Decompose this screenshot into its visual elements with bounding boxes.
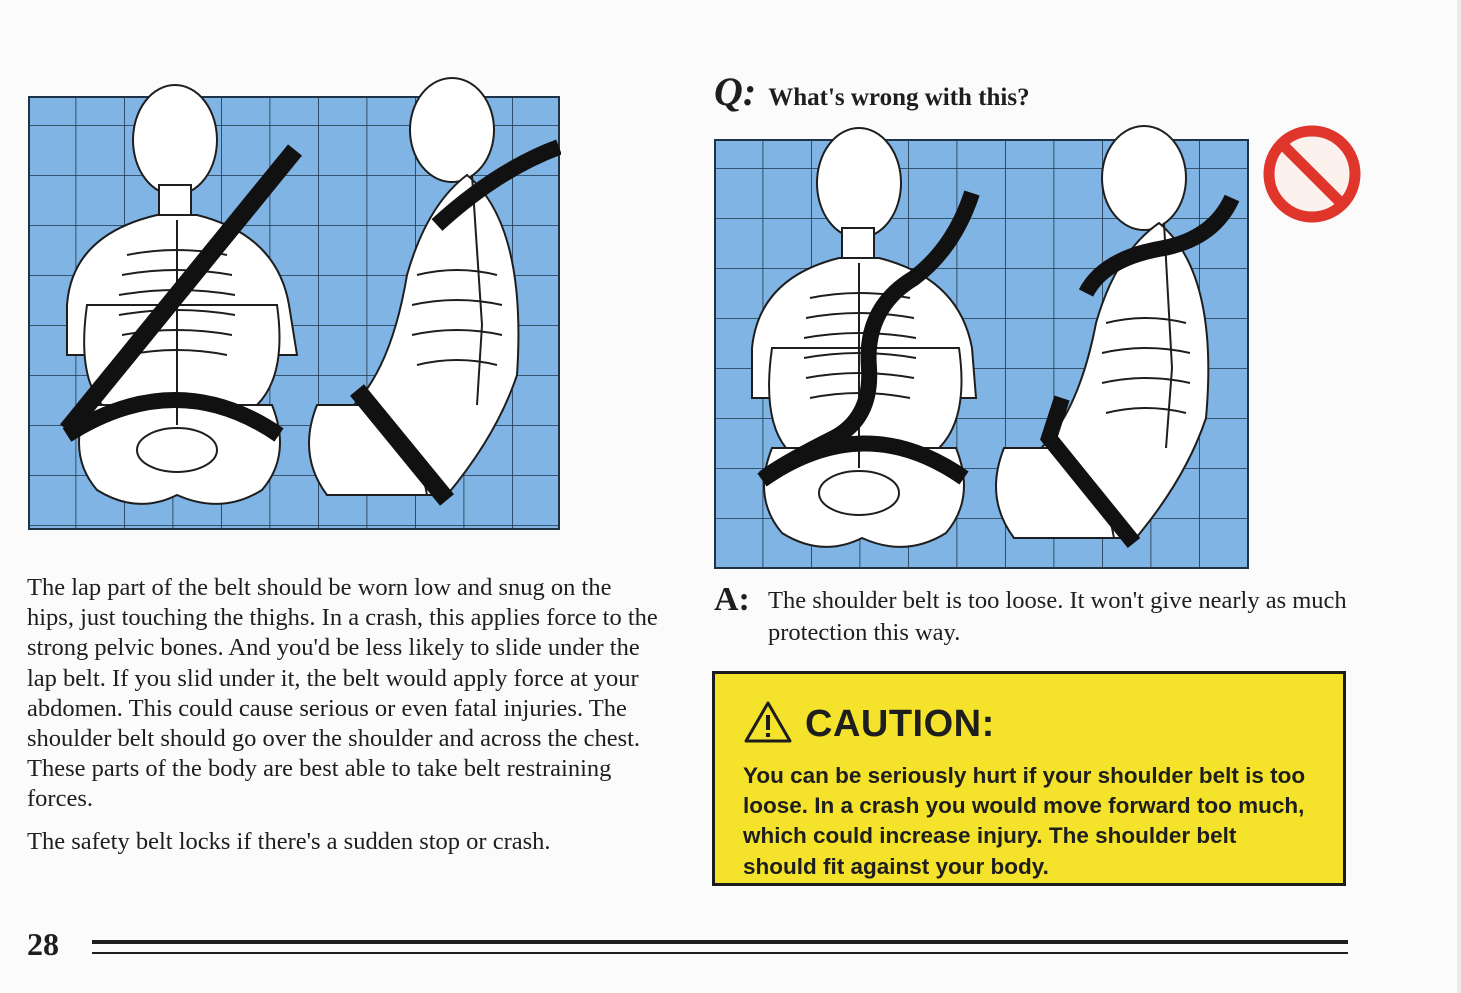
answer-text: The shoulder belt is too loose. It won't give nearly as much protection this way. [768,587,1347,646]
prohibited-icon [1262,124,1362,224]
caution-title: CAUTION: [805,703,995,745]
footer-rule-thick [92,940,1348,944]
page-edge [1457,0,1461,993]
correct-belt-illustration [27,75,561,530]
loose-belt-illustration [714,118,1250,570]
footer-rule-thin [92,952,1348,954]
caution-header [743,700,1315,749]
question-heading [714,68,1030,115]
question-text: What's wrong with this? [768,84,1030,111]
warning-triangle-icon [743,700,793,749]
answer-block [714,581,1354,649]
caution-box [712,671,1346,886]
paragraph-lock: The safety belt locks if there's a sudden stop or crash. [27,827,551,855]
answer-label: A: [714,581,750,618]
page-number: 28 [27,926,59,962]
question-label: Q: [714,69,757,114]
paragraph-lap-belt: The lap part of the belt should be worn low and snug on the hips, just touching the thighs. In a crash, this applies force to the strong pelvic bones. And you'd be less likely to slide under the lap belt. If you slid under it, the belt would apply force at your abdomen. This could cause serious or even fatal injuries. The shoulder belt should go over the shoulder and across the chest. These parts of the body are best able to take belt restraining forces. [27,574,658,813]
belt-explanation [27,573,662,869]
caution-text: You can be seriously hurt if your shoulder belt is too loose. In a crash you would move forward too much, which could increase injury. The shoulder belt should fit against your body. [743,763,1306,879]
